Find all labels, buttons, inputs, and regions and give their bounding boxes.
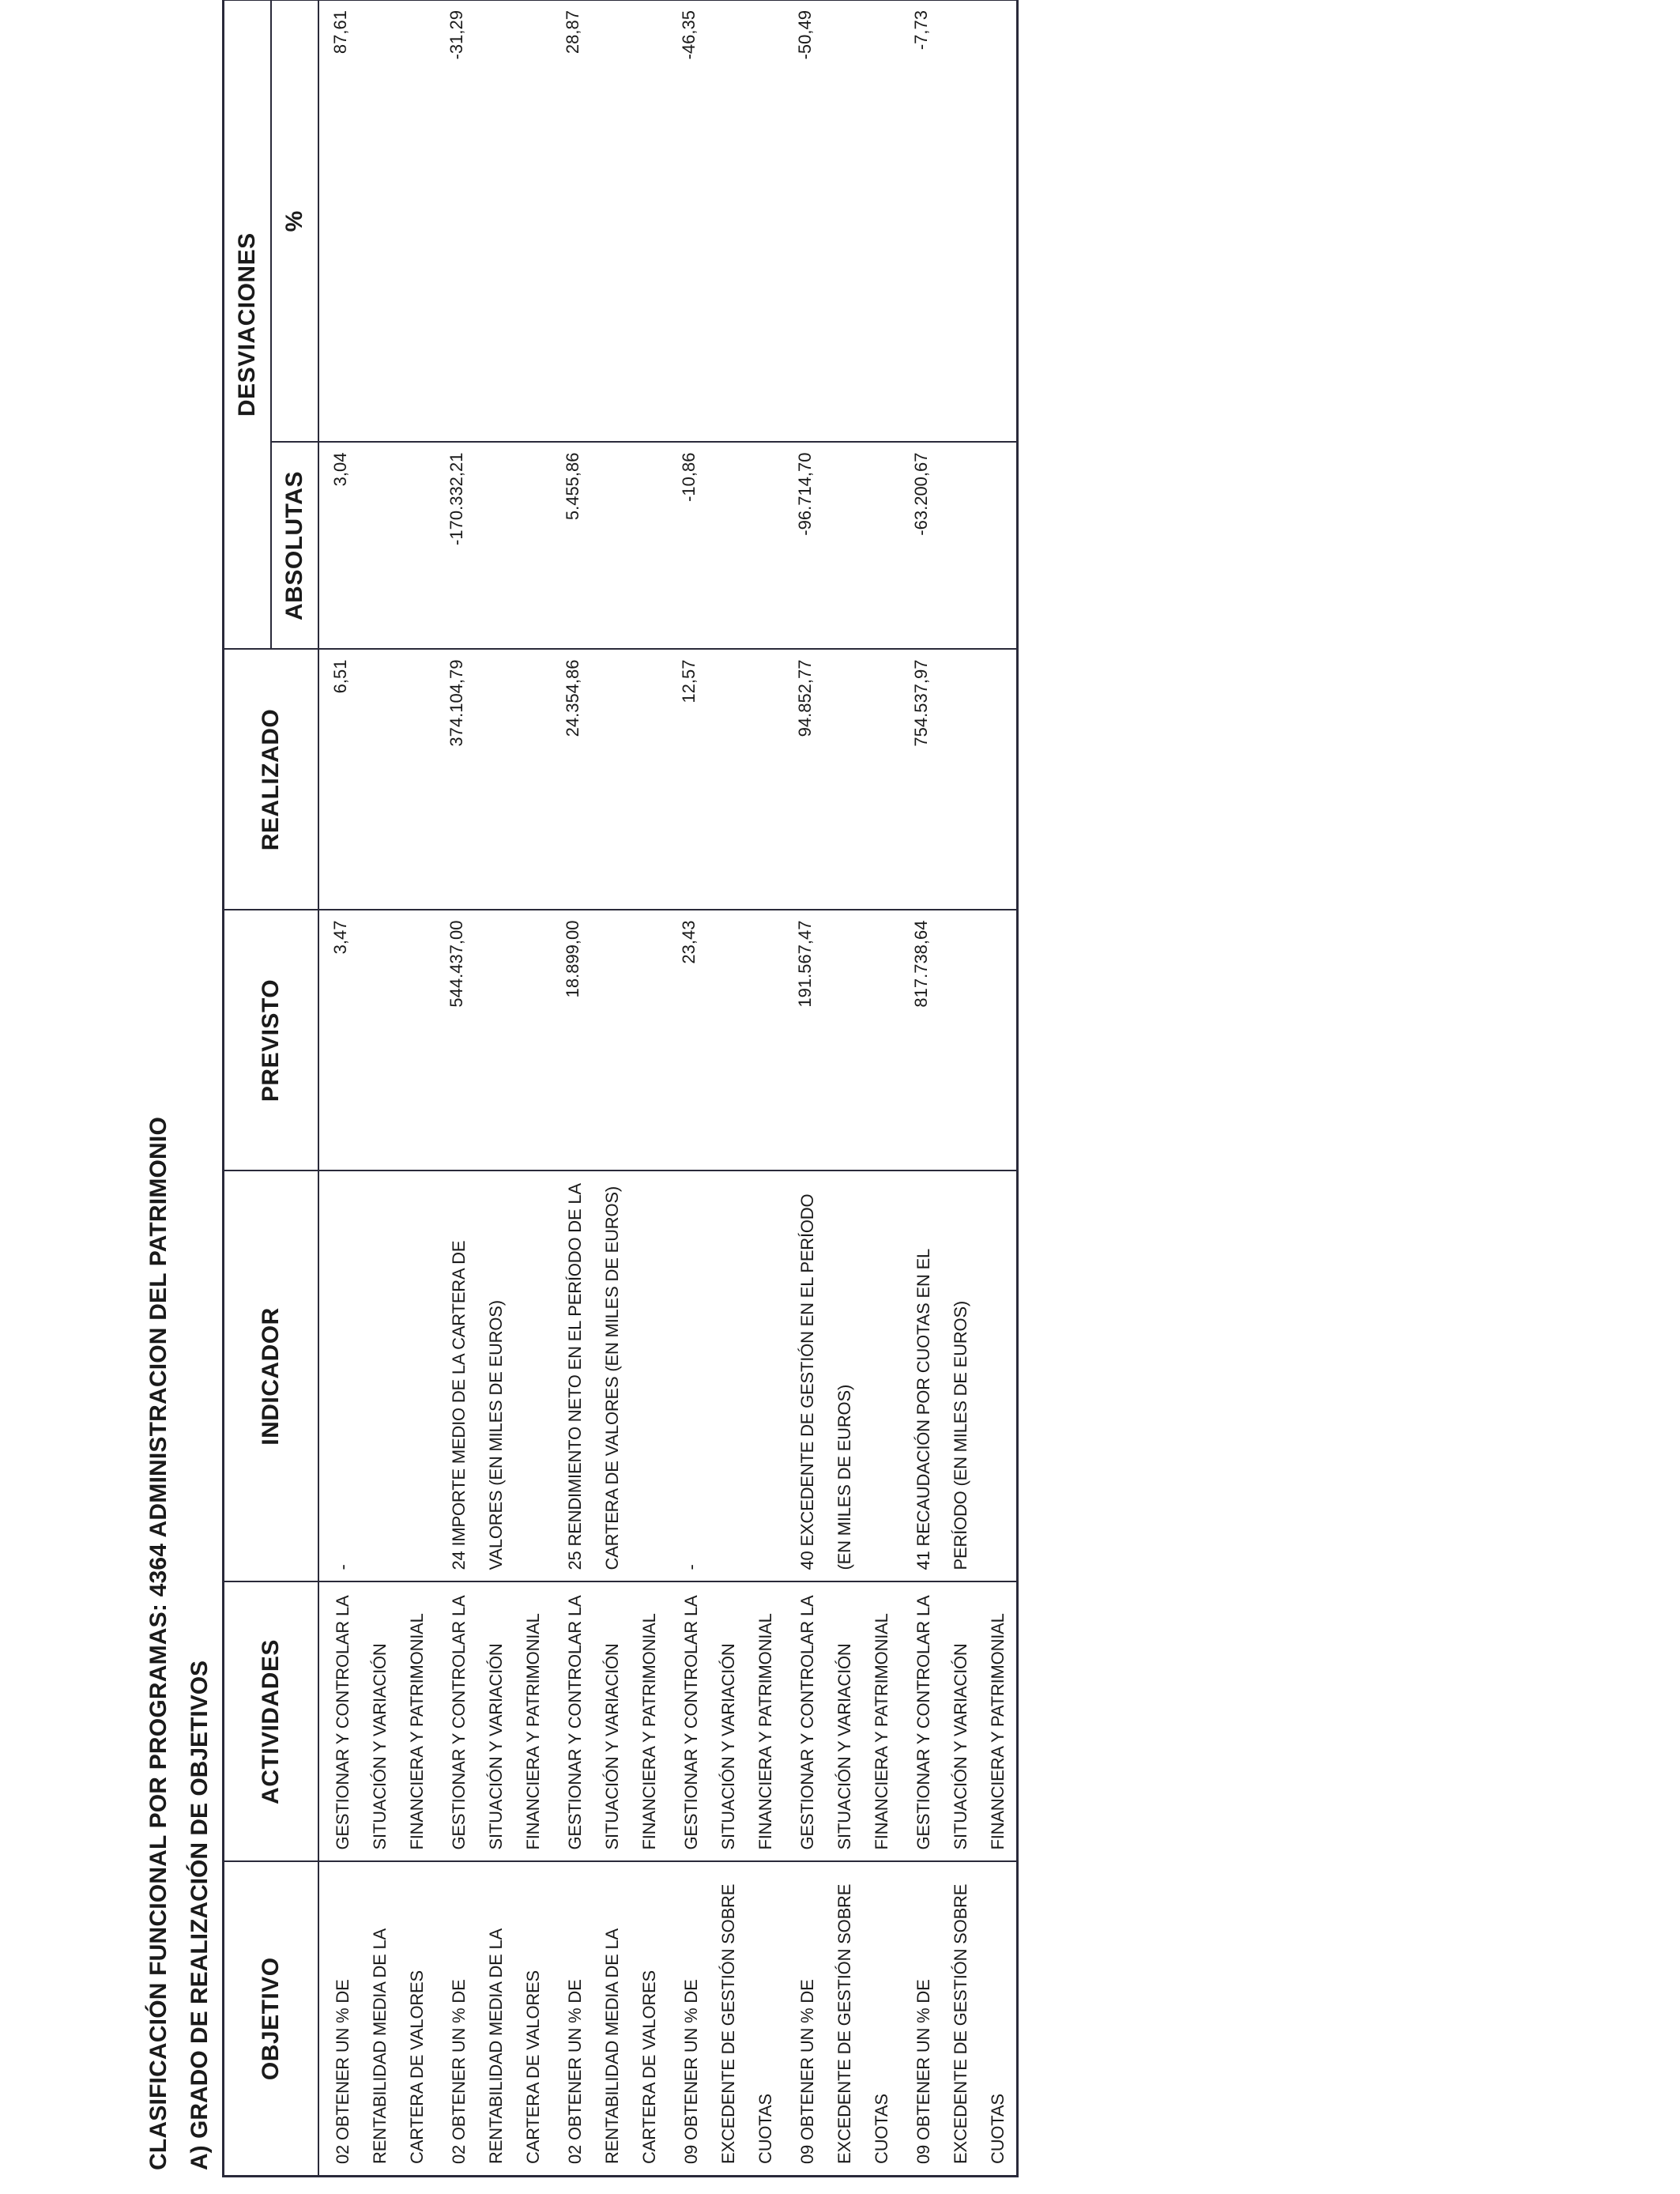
- cell-absolutas: 3,04: [318, 443, 435, 650]
- cell-previsto: 544.437,00: [435, 910, 552, 1171]
- cell-objetivo: 09 OBTENER UN % DE EXCEDENTE DE GESTIÓN SOBRE CUOTAS: [900, 1862, 1018, 2177]
- cell-porcentaje: -50,49: [784, 0, 900, 443]
- header-realizado: REALIZADO: [224, 650, 318, 910]
- cell-previsto: 191.567,47: [784, 910, 900, 1171]
- cell-actividades: GESTIONAR Y CONTROLAR LA SITUACIÓN Y VARIACIÓN FINANCIERA Y PATRIMONIAL: [784, 1582, 900, 1862]
- cell-previsto: 817.738,64: [900, 910, 1018, 1171]
- cell-objetivo: 02 OBTENER UN % DE RENTABILIDAD MEDIA DE LA CARTERA DE VALORES: [435, 1862, 552, 2177]
- cell-actividades: GESTIONAR Y CONTROLAR LA SITUACIÓN Y VARIACIÓN FINANCIERA Y PATRIMONIAL: [900, 1582, 1018, 1862]
- report-title: CLASIFICACIÓN FUNCIONAL POR PROGRAMAS: 4364 ADMINISTRACION DEL PATRIMONIO: [145, 1117, 171, 2170]
- header-desviaciones: DESVIACIONES: [224, 0, 271, 650]
- cell-objetivo: 09 OBTENER UN % DE EXCEDENTE DE GESTIÓN SOBRE CUOTAS: [784, 1862, 900, 2177]
- cell-realizado: 374.104,79: [435, 650, 552, 910]
- report-subtitle: A) GRADO DE REALIZACIÓN DE OBJETIVOS: [186, 1660, 213, 2170]
- cell-actividades: GESTIONAR Y CONTROLAR LA SITUACIÓN Y VARIACIÓN FINANCIERA Y PATRIMONIAL: [552, 1582, 668, 1862]
- cell-porcentaje: -7,73: [900, 0, 1018, 443]
- cell-indicador: 41 RECAUDACIÓN POR CUOTAS EN EL PERÍODO (EN MILES DE EUROS): [900, 1171, 1018, 1582]
- table-row: [668, 0, 784, 2177]
- cell-realizado: 24.354,86: [552, 650, 668, 910]
- cell-porcentaje: 87,61: [318, 0, 435, 443]
- table-row: [552, 0, 668, 2177]
- cell-previsto: 18.899,00: [552, 910, 668, 1171]
- header-indicador: INDICADOR: [224, 1171, 318, 1582]
- header-absolutas: ABSOLUTAS: [271, 443, 318, 650]
- cell-indicador: 25 RENDIMIENTO NETO EN EL PERÍODO DE LA CARTERA DE VALORES (EN MILES DE EUROS): [552, 1171, 668, 1582]
- cell-realizado: 754.537,97: [900, 650, 1018, 910]
- cell-previsto: 23,43: [668, 910, 784, 1171]
- header-previsto: PREVISTO: [224, 910, 318, 1171]
- cell-indicador: 24 IMPORTE MEDIO DE LA CARTERA DE VALORES (EN MILES DE EUROS): [435, 1171, 552, 1582]
- cell-actividades: GESTIONAR Y CONTROLAR LA SITUACIÓN Y VARIACIÓN FINANCIERA Y PATRIMONIAL: [318, 1582, 435, 1862]
- cell-porcentaje: 28,87: [552, 0, 668, 443]
- table-row: [900, 0, 1018, 2177]
- header-objetivo: OBJETIVO: [224, 1862, 318, 2177]
- header-porcentaje: %: [271, 0, 318, 443]
- objectives-table: [222, 0, 1019, 2177]
- cell-realizado: 94.852,77: [784, 650, 900, 910]
- cell-actividades: GESTIONAR Y CONTROLAR LA SITUACIÓN Y VARIACIÓN FINANCIERA Y PATRIMONIAL: [668, 1582, 784, 1862]
- cell-objetivo: 02 OBTENER UN % DE RENTABILIDAD MEDIA DE LA CARTERA DE VALORES: [318, 1862, 435, 2177]
- cell-absolutas: -10,86: [668, 443, 784, 650]
- cell-absolutas: -63.200,67: [900, 443, 1018, 650]
- table-row: [318, 0, 435, 2177]
- cell-actividades: GESTIONAR Y CONTROLAR LA SITUACIÓN Y VARIACIÓN FINANCIERA Y PATRIMONIAL: [435, 1582, 552, 1862]
- cell-porcentaje: -31,29: [435, 0, 552, 443]
- cell-indicador: -: [318, 1171, 435, 1582]
- cell-absolutas: -96.714,70: [784, 443, 900, 650]
- cell-porcentaje: -46,35: [668, 0, 784, 443]
- cell-absolutas: -170.332,21: [435, 443, 552, 650]
- cell-objetivo: 02 OBTENER UN % DE RENTABILIDAD MEDIA DE LA CARTERA DE VALORES: [552, 1862, 668, 2177]
- cell-realizado: 6,51: [318, 650, 435, 910]
- cell-realizado: 12,57: [668, 650, 784, 910]
- cell-indicador: 40 EXCEDENTE DE GESTIÓN EN EL PERÍODO (EN MILES DE EUROS): [784, 1171, 900, 1582]
- cell-objetivo: 09 OBTENER UN % DE EXCEDENTE DE GESTIÓN SOBRE CUOTAS: [668, 1862, 784, 2177]
- cell-absolutas: 5.455,86: [552, 443, 668, 650]
- header-actividades: ACTIVIDADES: [224, 1582, 318, 1862]
- cell-previsto: 3,47: [318, 910, 435, 1171]
- table-row: [435, 0, 552, 2177]
- cell-indicador: -: [668, 1171, 784, 1582]
- table-row: [784, 0, 900, 2177]
